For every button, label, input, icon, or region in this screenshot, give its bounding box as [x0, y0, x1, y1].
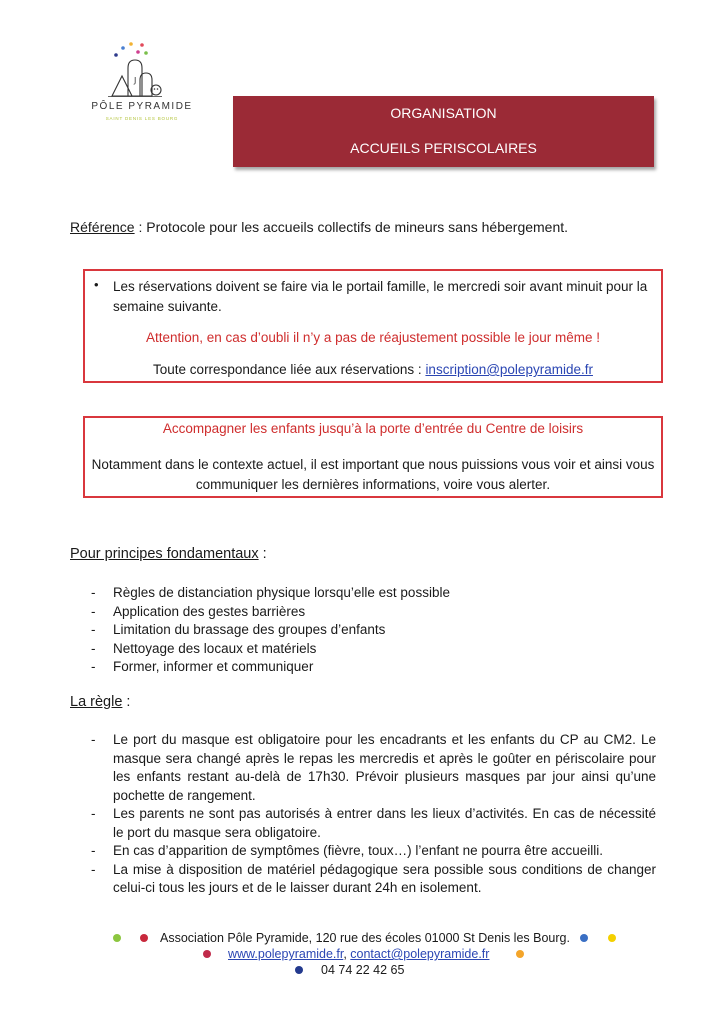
reservation-text: Les réservations doivent se faire via le portail famille, le mercredi soir avant minuit pour la semaine suivante.	[113, 279, 648, 314]
title-line-1: ORGANISATION	[390, 105, 497, 121]
principles-list	[91, 584, 671, 677]
title-banner	[233, 96, 654, 167]
footer-dot-yellow	[608, 934, 616, 942]
logo-dot	[121, 46, 125, 50]
logo-dot	[114, 53, 118, 57]
footer-links: www.polepyramide.fr, contact@polepyramide.fr	[228, 947, 490, 961]
footer-phone: 04 74 22 42 65	[321, 963, 405, 977]
list-item: - Le port du masque est obligatoire pour les encadrants et les enfants du CP au CM2. Le masque sera changé après le repas les mercredis et après le goûter en périscolaire pour les enfants restant au-delà de 17h30. Prévoir plusieurs masques par jour ainsi qu’une pochette de rangement.	[91, 731, 656, 805]
list-item: - Nettoyage des locaux et matériels	[91, 640, 671, 659]
footer-dot-crimson	[203, 950, 211, 958]
reference-text: : Protocole pour les accueils collectifs de mineurs sans hébergement.	[134, 219, 569, 235]
footer-dot-navy	[295, 966, 303, 974]
list-item: - La mise à disposition de matériel pédagogique sera possible sous conditions de changer celui-ci tous les jours et de le laisser durant 24h en isolement.	[91, 861, 656, 898]
logo-triangle-figure	[112, 76, 132, 96]
reference-label: Référence	[70, 219, 135, 235]
list-item: - Application des gestes barrières	[91, 603, 671, 622]
logo-name: PÔLE PYRAMIDE	[91, 101, 193, 112]
logo-subtitle: SAINT DENIS LES BOURG	[105, 116, 179, 121]
logo-dot	[129, 42, 133, 46]
reference-line	[70, 219, 568, 235]
contact-email-link[interactable]: contact@polepyramide.fr	[350, 947, 490, 961]
list-item: - Former, informer et communiquer	[91, 658, 671, 677]
inscription-email-link[interactable]: inscription@polepyramide.fr	[425, 362, 593, 377]
reservation-warning: Attention, en cas d’oubli il n’y a pas de réajustement possible le jour même !	[146, 330, 600, 345]
list-item: - En cas d’apparition de symptômes (fièvre, toux…) l’enfant ne pourra être accueilli.	[91, 842, 656, 861]
footer-address: Association Pôle Pyramide, 120 rue des écoles 01000 St Denis les Bourg.	[160, 931, 570, 945]
footer-dot-blue	[580, 934, 588, 942]
reservation-contact	[83, 362, 663, 377]
footer-dot-green	[113, 934, 121, 942]
footer-dot-red	[140, 934, 148, 942]
logo-dot	[136, 50, 140, 54]
principles-title: Pour principes fondamentaux :	[70, 546, 267, 562]
contact-prefix: Toute correspondance liée aux réservations :	[153, 362, 426, 377]
rule-title: La règle :	[70, 694, 131, 710]
svg-text:J: J	[134, 76, 137, 85]
list-item: - Limitation du brassage des groupes d’enfants	[91, 621, 671, 640]
rule-list	[91, 731, 656, 898]
website-link[interactable]: www.polepyramide.fr	[228, 947, 344, 961]
accompany-heading: Accompagner les enfants jusqu’à la porte d’entrée du Centre de loisirs	[162, 421, 584, 436]
logo-dot	[144, 51, 148, 55]
list-item: - Les parents ne sont pas autorisés à entrer dans les lieux d’activités. En cas de nécessité le port du masque sera obligatoire.	[91, 805, 656, 842]
footer-dot-orange	[516, 950, 524, 958]
accompany-text: Notamment dans le contexte actuel, il est important que nous puissions vous voir et ainsi vous communiquer les dernières informations, voire vous alerter.	[91, 457, 655, 492]
title-line-2: ACCUEILS PERISCOLAIRES	[350, 140, 537, 156]
list-item: - Règles de distanciation physique lorsqu’elle est possible	[91, 584, 671, 603]
logo-dot	[140, 43, 144, 47]
bullet-icon: •	[94, 277, 99, 292]
